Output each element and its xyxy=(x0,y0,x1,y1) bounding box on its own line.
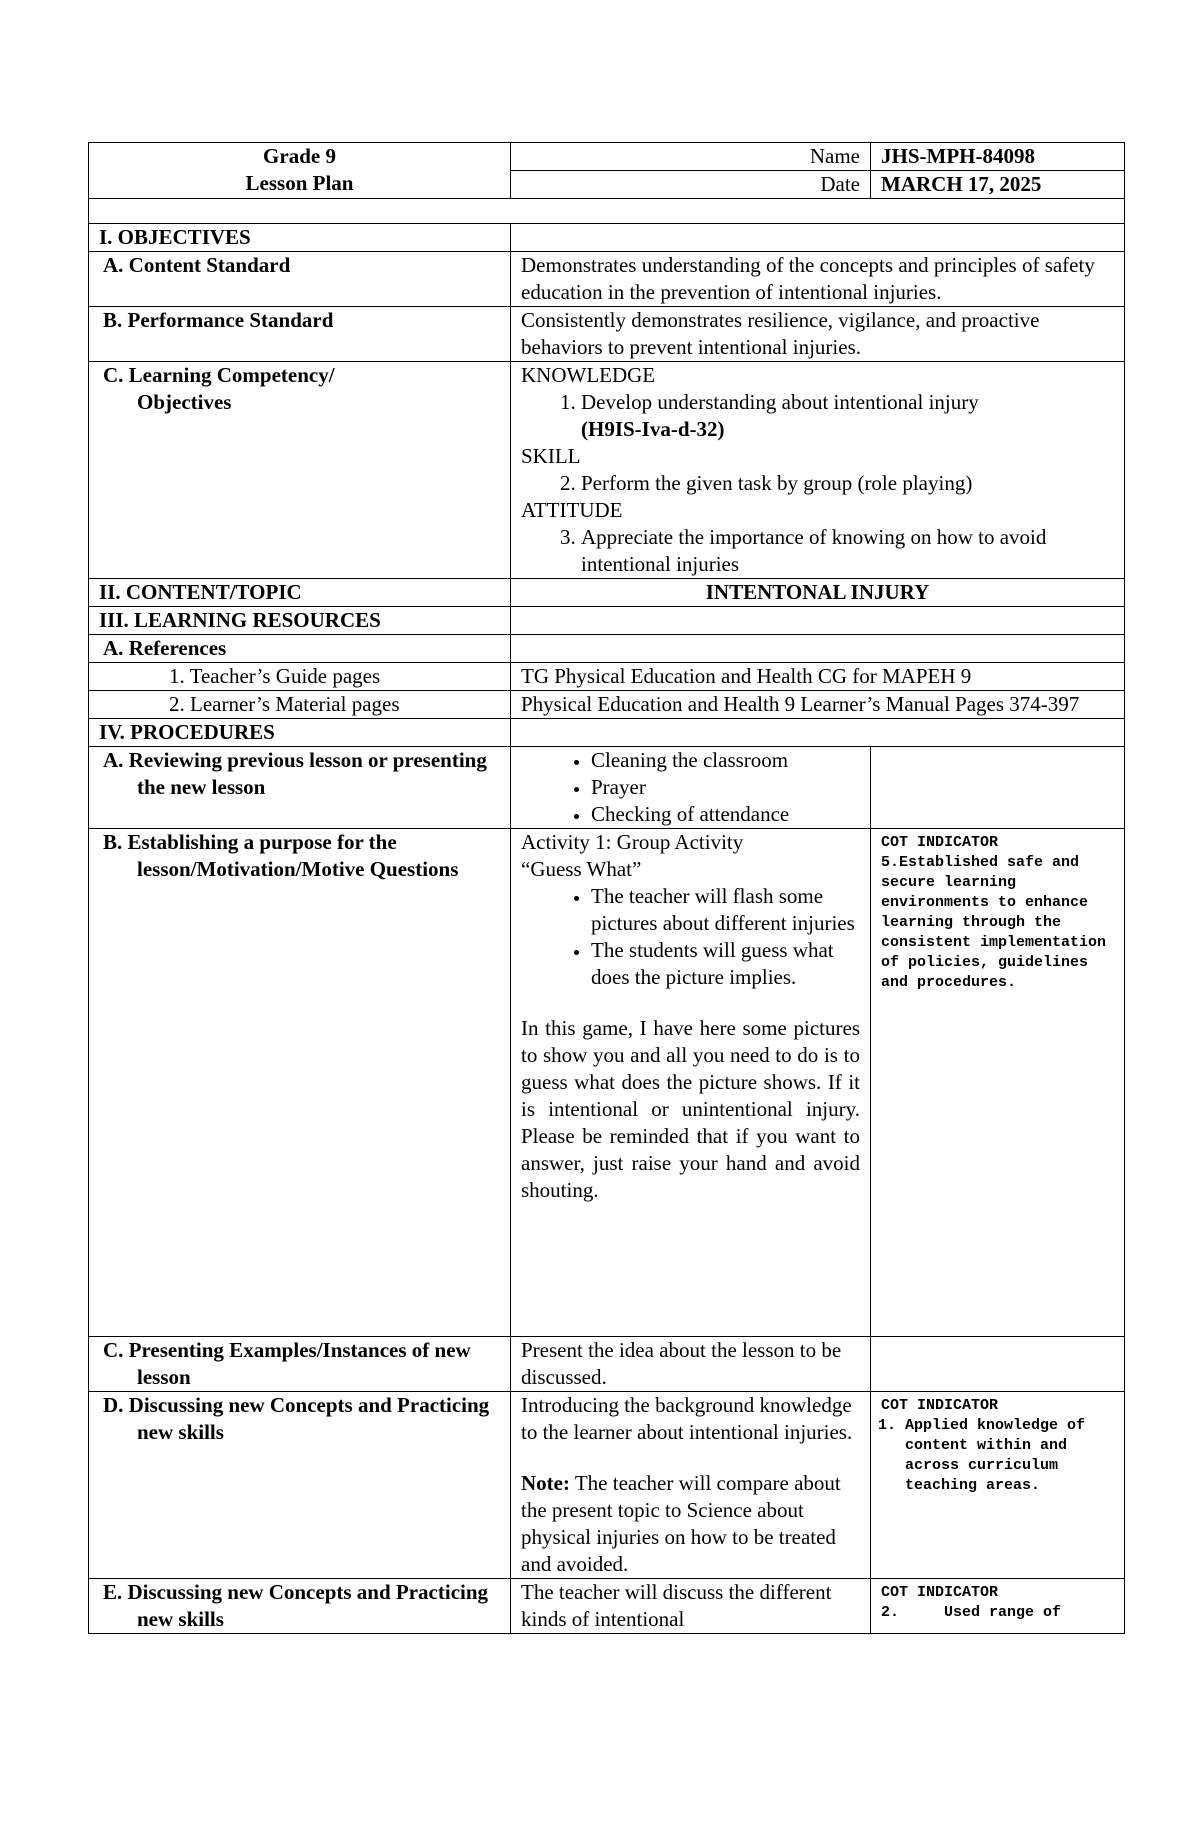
knowledge-item xyxy=(581,389,1114,443)
cot-indicator-title: COT INDICATOR xyxy=(881,1397,999,1414)
procedure-d-content xyxy=(511,1392,871,1579)
content-topic-label: II. CONTENT/TOPIC xyxy=(89,579,511,607)
procedure-a-cot-blank xyxy=(871,747,1125,829)
skill-list xyxy=(521,470,1114,497)
procedure-e-cot xyxy=(871,1579,1125,1634)
procedure-d-note xyxy=(521,1470,860,1578)
note-label: Note: xyxy=(521,1471,570,1495)
activity-bullet: • The students will guess what does the picture implies. xyxy=(591,937,860,991)
procedure-e-content: The teacher will discuss the different kinds of intentional xyxy=(511,1579,871,1634)
procedure-b-cot xyxy=(871,829,1125,1337)
attitude-item: 3. Appreciate the importance of knowing on how to avoid intentional injuries xyxy=(581,524,1114,578)
date-value: MARCH 17, 2025 xyxy=(871,171,1125,199)
procedure-d-text: Introducing the background knowledge to the learner about intentional injuries. xyxy=(521,1393,853,1444)
grade-label: Grade 9 xyxy=(263,144,336,168)
activity-bullet: • The teacher will flash some pictures about different injuries xyxy=(591,883,860,937)
competency-content xyxy=(511,362,1125,579)
name-value: JHS-MPH-84098 xyxy=(871,143,1125,171)
activity-paragraph: In this game, I have here some pictures to show you and all you need to do is to guess what does the picture shows. If it is intentional or unintentional injury. Please be reminded that if you want to answer, just raise your hand and avoid shouting. xyxy=(521,1016,860,1202)
knowledge-code: (H9IS-Iva-d-32) xyxy=(581,417,725,441)
competency-label xyxy=(89,362,511,579)
lesson-plan-table xyxy=(88,142,1125,1634)
content-topic-value: INTENTONAL INJURY xyxy=(511,579,1125,607)
resources-heading-blank xyxy=(511,607,1125,635)
content-standard-text: Demonstrates understanding of the concepts and principles of safety education in the prevention of intentional injuries. xyxy=(511,252,1125,307)
procedure-a-label: A. Reviewing previous lesson or presenting the new lesson xyxy=(89,747,511,829)
references-blank xyxy=(511,635,1125,663)
objectives-heading: I. OBJECTIVES xyxy=(89,224,511,252)
performance-standard-text: Consistently demonstrates resilience, vigilance, and proactive behaviors to prevent intentional injuries. xyxy=(511,307,1125,362)
procedure-a-item: • Cleaning the classroom xyxy=(591,747,860,774)
knowledge-item-text: Develop understanding about intentional injury xyxy=(581,390,979,414)
procedure-a-content xyxy=(511,747,871,829)
cot-indicator-title: COT INDICATOR xyxy=(881,1584,999,1601)
activity-name: “Guess What” xyxy=(521,857,642,881)
activity-title: Activity 1: Group Activity xyxy=(521,830,744,854)
resources-heading: III. LEARNING RESOURCES xyxy=(89,607,511,635)
note-text: The teacher will compare about the present topic to Science about physical injuries on how to be treated and avoided. xyxy=(521,1471,841,1576)
name-label: Name xyxy=(511,143,871,171)
procedures-heading: IV. PROCEDURES xyxy=(89,719,511,747)
competency-label-line1: C. Learning Competency/ xyxy=(103,363,335,387)
attitude-label: ATTITUDE xyxy=(521,498,623,522)
cot-indicator-text: 5.Established safe and secure learning environments to enhance learning through the consistent implementation of policies, guidelines and procedures. xyxy=(881,854,1107,991)
cot-indicator-text: 2. Used range of xyxy=(881,1604,1062,1621)
objectives-heading-blank xyxy=(511,224,1125,252)
tg-value: TG Physical Education and Health CG for MAPEH 9 xyxy=(511,663,1125,691)
skill-item: 2. Perform the given task by group (role playing) xyxy=(581,470,1114,497)
cot-indicator-title: COT INDICATOR xyxy=(881,834,999,851)
procedure-d-label: D. Discussing new Concepts and Practicing new skills xyxy=(89,1392,511,1579)
references-label: A. References xyxy=(89,635,511,663)
header-title-cell xyxy=(89,143,511,199)
attitude-list xyxy=(521,524,1114,578)
knowledge-list xyxy=(521,389,1114,443)
competency-label-line2: Objectives xyxy=(137,390,232,414)
skill-label: SKILL xyxy=(521,444,581,468)
procedure-c-cot-blank xyxy=(871,1337,1125,1392)
tg-label: 1. Teacher’s Guide pages xyxy=(89,663,511,691)
cot-indicator-list xyxy=(881,1416,1114,1496)
procedure-c-content: Present the idea about the lesson to be discussed. xyxy=(511,1337,871,1392)
lesson-plan-label: Lesson Plan xyxy=(245,171,354,195)
lm-value: Physical Education and Health 9 Learner’s Manual Pages 374-397 xyxy=(511,691,1125,719)
procedure-c-label: C. Presenting Examples/Instances of new lesson xyxy=(89,1337,511,1392)
procedure-b-content xyxy=(511,829,871,1337)
procedure-e-label: E. Discussing new Concepts and Practicing new skills xyxy=(89,1579,511,1634)
procedure-a-item: • Prayer xyxy=(591,774,860,801)
procedure-a-item: • Checking of attendance xyxy=(591,801,860,828)
procedure-d-cot xyxy=(871,1392,1125,1579)
content-standard-label: A. Content Standard xyxy=(89,252,511,307)
lm-label: 2. Learner’s Material pages xyxy=(89,691,511,719)
procedure-b-label: B. Establishing a purpose for the lesson/Motivation/Motive Questions xyxy=(89,829,511,1337)
spacer-row xyxy=(89,199,1125,224)
cot-indicator-item: 1. Applied knowledge of content within and across curriculum teaching areas. xyxy=(905,1416,1114,1496)
activity-bullets xyxy=(521,883,860,991)
knowledge-label: KNOWLEDGE xyxy=(521,363,656,387)
procedure-a-list xyxy=(521,747,860,828)
date-label: Date xyxy=(511,171,871,199)
procedures-heading-blank xyxy=(511,719,1125,747)
performance-standard-label: B. Performance Standard xyxy=(89,307,511,362)
